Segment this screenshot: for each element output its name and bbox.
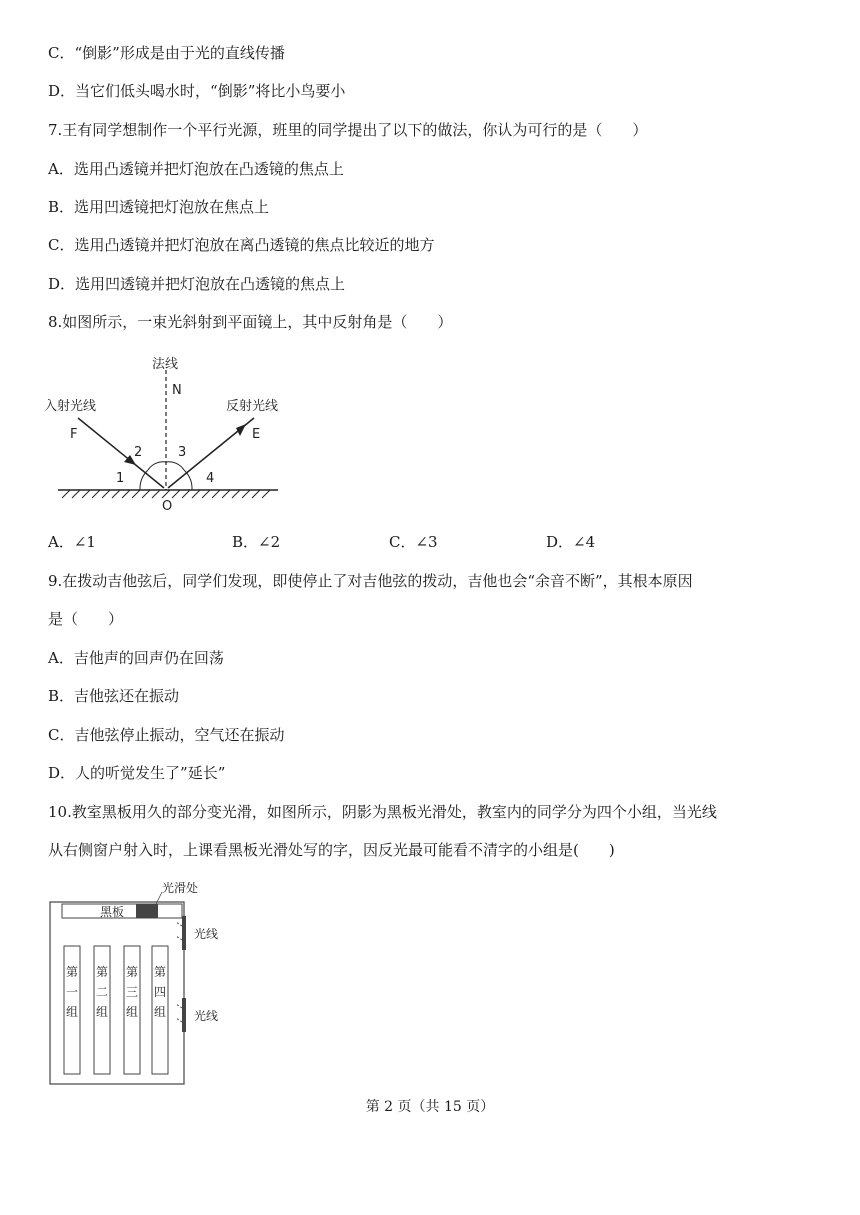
group-3-char1: 第 — [126, 965, 139, 979]
group-1-char1: 第 — [66, 965, 79, 979]
q7-option-b: B．选用凹透镜把灯泡放在焦点上 — [48, 198, 270, 216]
angle-2-arc — [148, 462, 166, 470]
q7-option-a: A．选用凸透镜并把灯泡放在凸透镜的焦点上 — [48, 160, 344, 178]
q9-option-c: C．吉他弦停止振动，空气还在振动 — [48, 726, 285, 744]
q7-stem: 7.王有同学想制作一个平行光源，班里的同学提出了以下的做法，你认为可行的是（ ） — [48, 121, 648, 139]
angle-1-arc — [140, 470, 148, 490]
reflection-diagram — [40, 348, 300, 518]
q8-option-c: C．∠3 — [389, 533, 438, 551]
group-1-char2: 一 — [66, 985, 79, 999]
q9-stem-line1: 9.在拨动吉他弦后，同学们发现，即使停止了对吉他弦的拨动，吉他也会“余音不断”，其根本原因 — [48, 572, 693, 590]
q9-option-d: D．人的听觉发生了”延长” — [48, 764, 226, 782]
q10-stem-line2: 从右侧窗户射入时，上课看黑板光滑处写的字，因反光最可能看不清字的小组是( ) — [48, 841, 615, 859]
q8-option-a: A．∠1 — [48, 533, 96, 551]
angle-4-label: 4 — [206, 471, 215, 486]
label-f: F — [70, 427, 78, 442]
q8-option-d: D．∠4 — [546, 533, 596, 551]
light-label-upper: 光线 — [194, 927, 219, 941]
group-3-char2: 三 — [126, 985, 139, 999]
blackboard-label: 黑板 — [100, 905, 125, 919]
window-lower — [182, 998, 186, 1032]
q7-option-d: D．选用凹透镜并把灯泡放在凸透镜的焦点上 — [48, 275, 346, 293]
reflected-label: 反射光线 — [226, 399, 279, 414]
q9-option-b: B．吉他弦还在振动 — [48, 687, 180, 705]
group-4-char2: 四 — [154, 985, 167, 999]
classroom-diagram — [44, 878, 244, 1090]
angle-3-label: 3 — [178, 445, 187, 460]
angle-1-label: 1 — [116, 471, 125, 486]
label-n: N — [172, 383, 182, 398]
q6-option-d: D．当它们低头喝水时，“倒影”将比小鸟要小 — [48, 82, 346, 100]
reflected-arrow-icon — [236, 424, 246, 436]
incident-label: 入射光线 — [44, 399, 97, 414]
q9-option-a: A．吉他声的回声仍在回荡 — [48, 649, 224, 667]
q7-option-c: C．选用凸透镜并把灯泡放在离凸透镜的焦点比较近的地方 — [48, 236, 435, 254]
group-2-char1: 第 — [96, 965, 109, 979]
q6-option-c: C．“倒影”形成是由于光的直线传播 — [48, 44, 285, 62]
angle-3-arc — [166, 462, 184, 470]
group-2-char3: 组 — [96, 1005, 109, 1019]
angle-4-arc — [184, 470, 192, 490]
q9-stem-line2: 是（ ） — [48, 610, 124, 628]
group-3-char3: 组 — [126, 1005, 139, 1019]
group-2-char2: 二 — [96, 985, 109, 999]
smooth-label: 光滑处 — [162, 881, 199, 895]
group-4-char1: 第 — [154, 965, 167, 979]
mirror-hatching — [62, 490, 270, 498]
angle-2-label: 2 — [134, 445, 143, 460]
smooth-area — [136, 904, 158, 918]
group-1-char3: 组 — [66, 1005, 79, 1019]
light-label-lower: 光线 — [194, 1009, 219, 1023]
label-e: E — [252, 427, 261, 442]
normal-label: 法线 — [152, 357, 179, 372]
page-footer: 第 2 页（共 15 页） — [365, 1099, 495, 1115]
window-upper — [182, 916, 186, 950]
q8-stem: 8.如图所示，一束光斜射到平面镜上，其中反射角是（ ） — [48, 313, 453, 331]
q8-option-b: B．∠2 — [232, 533, 281, 551]
q10-stem-line1: 10.教室黑板用久的部分变光滑，如图所示，阴影为黑板光滑处，教室内的同学分为四个小组，当光线 — [48, 803, 717, 821]
label-o: O — [162, 499, 173, 514]
group-4-char3: 组 — [154, 1005, 167, 1019]
